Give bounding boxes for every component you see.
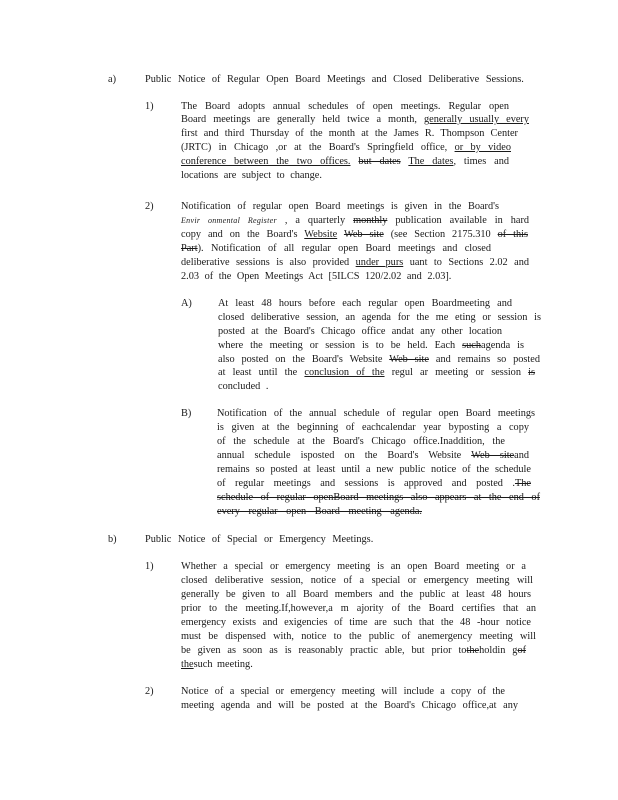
subitem-A-label: A) bbox=[181, 298, 192, 309]
section-b-label: b) bbox=[108, 534, 117, 545]
item-a1-number: 1) bbox=[145, 101, 154, 112]
item-a2-number: 2) bbox=[145, 201, 154, 212]
document-page: a) Public Notice of Regular Open Board Meetings and Closed Deliberative Sessions. 1) The Board adopts annual schedules of open meetings. Regular open Board meetings are generally held twice a month, generally usually every first and third Thursday of the month at the James R. Thompson Center (JRTC) in Chicago ,or at the Board's Springfield office, or by video conference between the two offices. but dates The dates, times and locations are subject to change. 2) Notification of regular open Board meetings is given in the Board's Envir onmental Register , a quarterly monthly publication available in hard copy and on the Board's Website Web site (see Section 2175.310 of this Part). Notification of all regular open Board meetings and closed deliberative sessions is also provided under purs uant to Sections 2.02 and 2.03 of the Open Meetings Act [5ILCS 120/2.02 and 2.03]. A) At least 48 hours before each regular open Boardmeeting and closed deliberative session, an agenda for the me eting or session is posted at the Board's Chicago office andat any other location where the meeting or session is to be held. Each suchagenda is also posted on the Board's Website Web site and remains so posted at least until the conclusion of the regul ar meeting or session is concluded . B) Notification of the annual schedule of regular open Board meetings is given at the beginning of eachcalendar year byposting a copy of the schedule at the Board's Chicago office.Inaddition, the annual schedule isposted on the Board's Website Web siteand remains so posted at least until a new public notice of the schedule of regular meetings and sessions is approved and posted .The schedule of regular openBoard meetings also appears at the end of every regular open Board meeting agenda. b) Public Notice of Special or Emergency Meetings. 1) Whether a special or emergency meeting is an open Board meeting or a closed deliberative session, notice of a special or emergency meeting will generally be given to all Board members and the public at least 48 hours prior to the meeting.If,however,a m ajority of the Board certifies that an emergency exists and exigencies of time are such that the 48 -hour notice must be dispensed with, notice to the public of anemergency meeting will be given as soon as is reasonably practic able, but prior totheholdin gof thesuch meeting. 2) Notice of a special or emergency meeting will include a copy of the meeting agenda and will be posted at the Board's Chicago office,at any bbox=[108, 74, 541, 711]
subitem-B-label: B) bbox=[181, 408, 192, 419]
section-a-label: a) bbox=[108, 74, 116, 85]
section-b-heading: Public Notice of Special or Emergency Meetings. bbox=[145, 534, 374, 545]
item-b2-number: 2) bbox=[145, 686, 154, 697]
item-b1-number: 1) bbox=[145, 561, 154, 572]
section-a-heading: Public Notice of Regular Open Board Meetings and Closed Deliberative Sessions. bbox=[145, 74, 524, 85]
